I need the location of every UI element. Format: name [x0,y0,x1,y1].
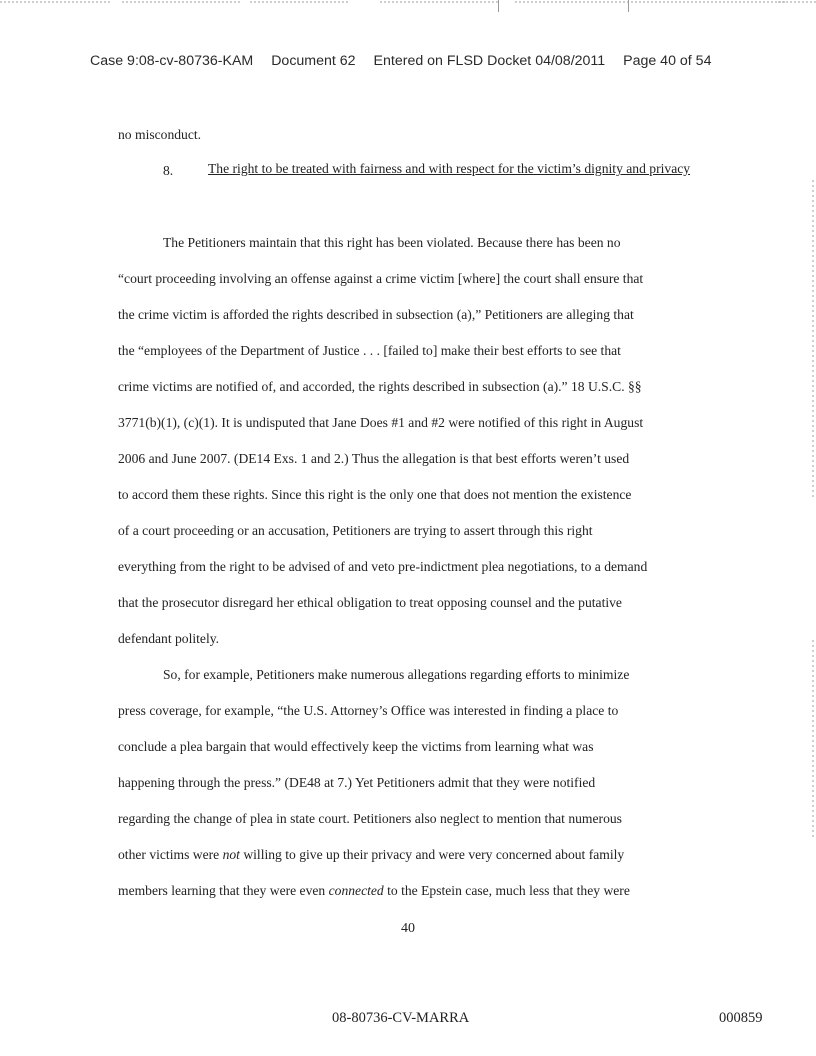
section-number: 8. [163,163,174,178]
bates-number: 000859 [719,1010,763,1026]
text-line: regarding the change of plea in state court. Petitioners also neglect to mention that numerous [118,811,622,826]
docket-header [90,53,790,69]
text-fragment: willing to give up their privacy and were very concerned about family [239,847,625,862]
document-number: Document 62 [271,53,356,69]
text-line: everything from the right to be advised of and veto pre-indictment plea negotiations, to a demand [118,559,648,574]
text-line [118,844,703,880]
scan-artifact-edge [812,180,814,500]
document-body [118,124,703,916]
text-line: The Petitioners maintain that this right has been violated. Because there has been no [163,235,621,250]
scan-artifact-top [0,0,816,14]
text-fragment: other victims were [118,847,223,862]
text-line: of a court proceeding or an accusation, Petitioners are trying to assert through this right [118,523,593,538]
text-line: So, for example, Petitioners make numerous allegations regarding efforts to minimize [163,667,630,682]
text-line: 2006 and June 2007. (DE14 Exs. 1 and 2.) Thus the allegation is that best efforts weren’t used [118,451,630,466]
text-line: press coverage, for example, “the U.S. Attorney’s Office was interested in finding a place to [118,703,619,718]
bates-case-label: 08-80736-CV-MARRA [332,1010,470,1026]
docket-entry-date: Entered on FLSD Docket 04/08/2011 [373,53,606,69]
section-title: The right to be treated with fairness and with respect for the victim’s dignity and privacy [208,161,691,176]
text-fragment: to the Epstein case, much less that they were [383,883,630,898]
text-line: “court proceeding involving an offense against a crime victim [where] the court shall ensure that [118,271,644,286]
emphasis-text: connected [328,883,384,898]
emphasis-text: not [222,847,240,862]
text-line: 3771(b)(1), (c)(1). It is undisputed that Jane Does #1 and #2 were notified of this right in August [118,415,644,430]
text-fragment: members learning that they were even [118,883,329,898]
section-heading [118,160,703,232]
text-line: crime victims are notified of, and accorded, the rights described in subsection (a).” 18 U.S.C. §§ [118,379,642,394]
page-count: Page 40 of 54 [623,53,712,69]
text-line [118,880,703,916]
text-line: no misconduct. [118,127,202,142]
text-line: to accord them these rights. Since this right is the only one that does not mention the existence [118,487,632,502]
text-line: the crime victim is afforded the rights described in subsection (a),” Petitioners are alleging that [118,307,634,322]
text-line: the “employees of the Department of Justice . . . [failed to] make their best efforts to see that [118,343,621,358]
text-line: that the prosecutor disregard her ethical obligation to treat opposing counsel and the putative [118,595,622,610]
scan-artifact-edge [812,640,814,840]
case-number: Case 9:08-cv-80736-KAM [90,53,254,69]
page-number: 40 [401,921,415,936]
text-line: conclude a plea bargain that would effectively keep the victims from learning what was [118,739,594,754]
text-line: happening through the press.” (DE48 at 7.) Yet Petitioners admit that they were notified [118,775,596,790]
text-line: defendant politely. [118,631,220,646]
